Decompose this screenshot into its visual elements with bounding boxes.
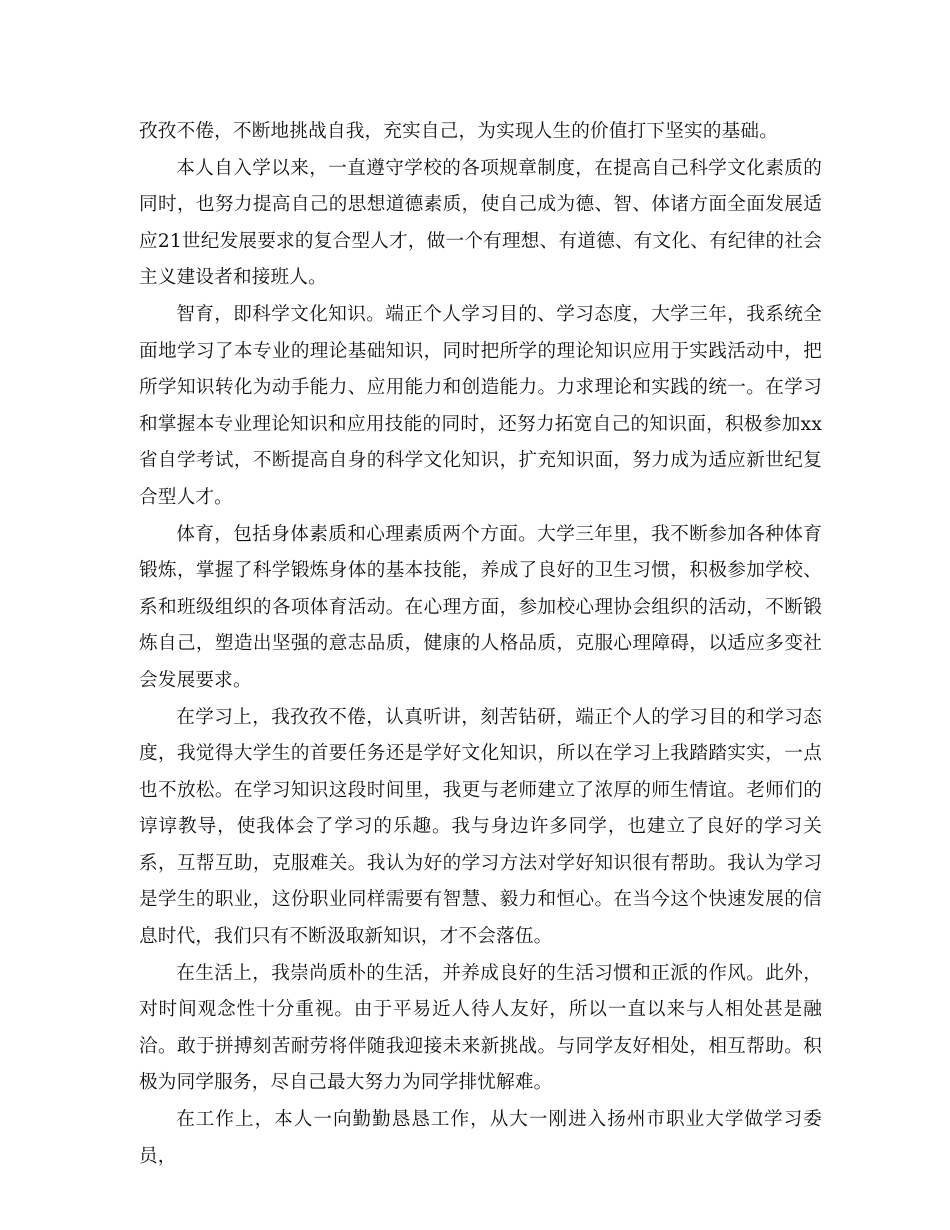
document-body	[139, 114, 822, 1175]
paragraph-4: 体育，包括身体素质和心理素质两个方面。大学三年里，我不断参加各种体育锻炼，掌握了科学锻炼身体的基本技能，养成了良好的卫生习惯，积极参加学校、系和班级组织的各项体育活动。在心理方面，参加校心理协会组织的活动，不断锻炼自己，塑造出坚强的意志品质，健康的人格品质，克服心理障碍，以适应多变社会发展要求。	[139, 523, 822, 691]
paragraph-5: 在学习上，我孜孜不倦，认真听讲，刻苦钻研，端正个人的学习目的和学习态度，我觉得大学生的首要任务还是学好文化知识，所以在学习上我踏踏实实，一点也不放松。在学习知识这段时间里，我更与老师建立了浓厚的师生情谊。老师们的谆谆教导，使我体会了学习的乐趣。我与身边许多同学，也建立了良好的学习关系，互帮互助，克服难关。我认为好的学习方法对学好知识很有帮助。我认为学习是学生的职业，这份职业同样需要有智慧、毅力和恒心。在当今这个快速发展的信息时代，我们只有不断汲取新知识，才不会落伍。	[139, 706, 822, 948]
paragraph-1: 孜孜不倦，不断地挑战自我，充实自己，为实现人生的价值打下坚实的基础。	[139, 121, 778, 142]
paragraph-2: 本人自入学以来，一直遵守学校的各项规章制度，在提高自己科学文化素质的同时，也努力提高自己的思想道德素质，使自己成为德、智、体诸方面全面发展适应21世纪发展要求的复合型人才，做一个有理想、有道德、有文化、有纪律的社会主义建设者和接班人。	[139, 157, 822, 289]
paragraph-3: 智育，即科学文化知识。端正个人学习目的、学习态度，大学三年，我系统全面地学习了本专业的理论基础知识，同时把所学的理论知识应用于实践活动中，把所学知识转化为动手能力、应用能力和创造能力。力求理论和实践的统一。在学习和掌握本专业理论知识和应用技能的同时，还努力拓宽自己的知识面，积极参加xx省自学考试，不断提高自身的科学文化知识，扩充知识面，努力成为适应新世纪复合型人才。	[139, 303, 822, 508]
paragraph-7: 在工作上，本人一向勤勤恳恳工作，从大一刚进入扬州市职业大学做学习委员，	[139, 1109, 822, 1167]
paragraph-6: 在生活上，我崇尚质朴的生活，并养成良好的生活习惯和正派的作风。此外，对时间观念性十分重视。由于平易近人待人友好，所以一直以来与人相处甚是融洽。敢于拼搏刻苦耐劳将伴随我迎接未来新挑战。与同学友好相处，相互帮助。积极为同学服务，尽自己最大努力为同学排忧解难。	[139, 962, 822, 1094]
